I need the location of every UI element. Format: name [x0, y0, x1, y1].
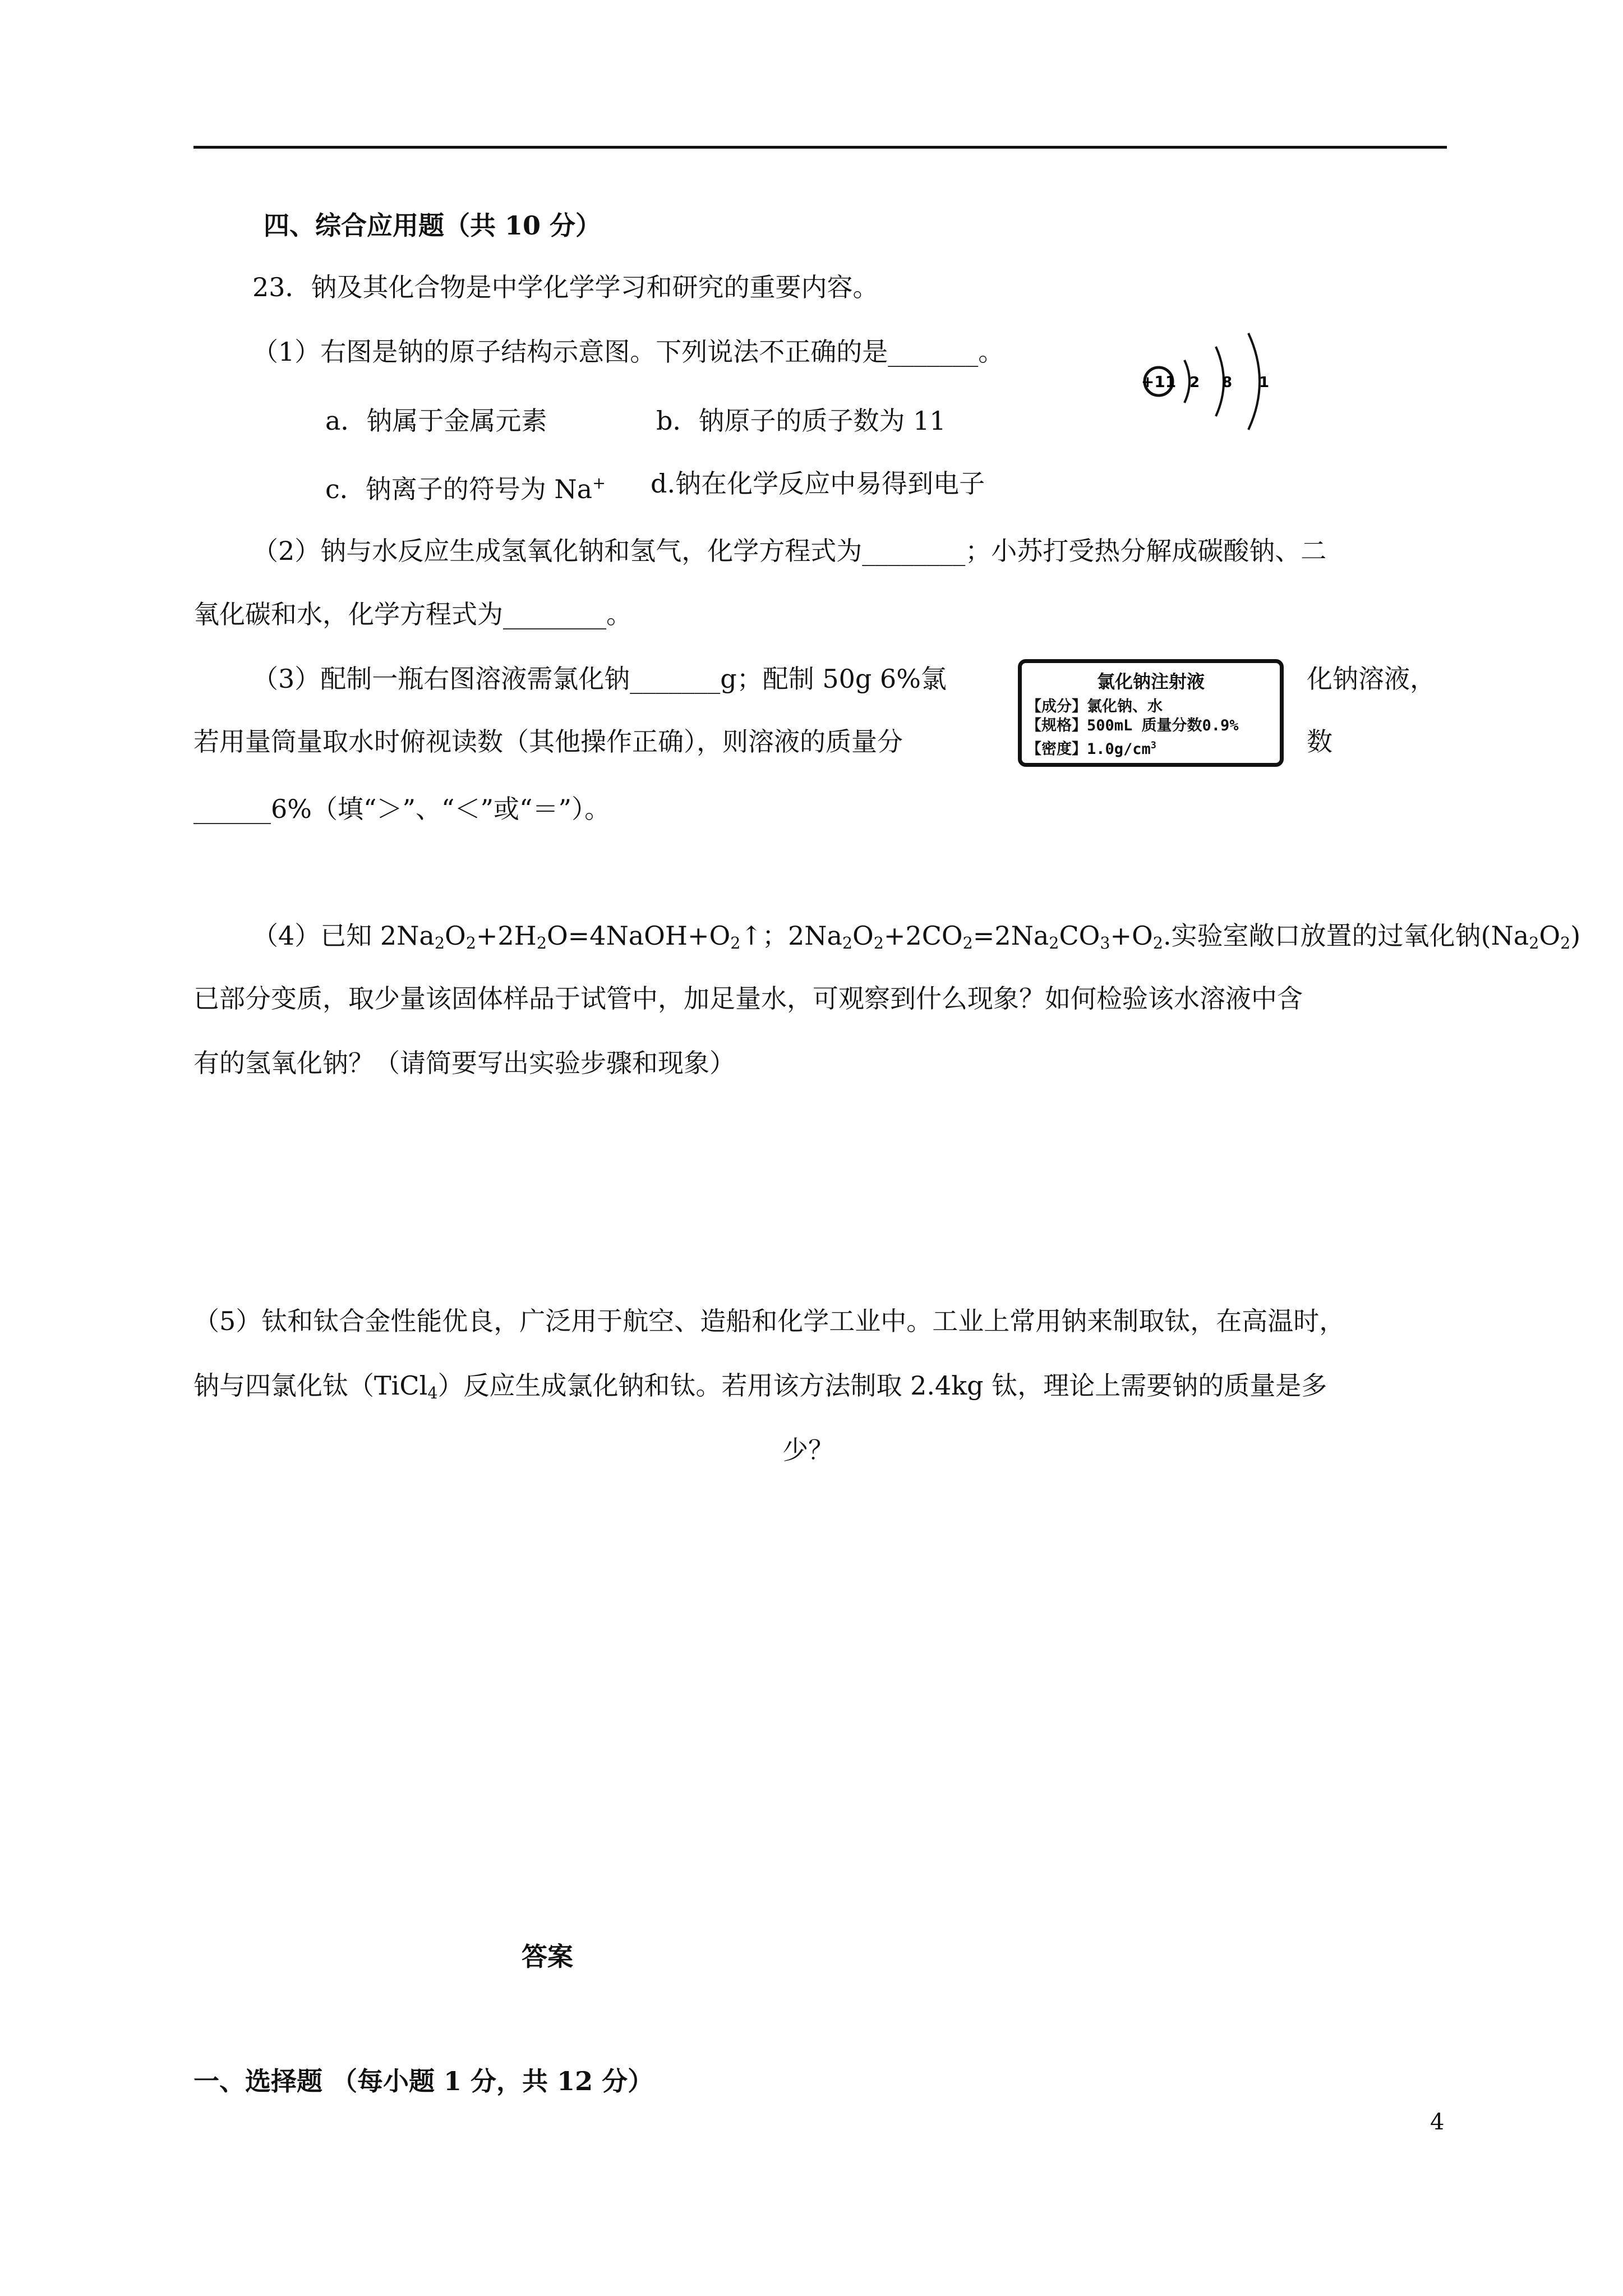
page-number: 4	[1430, 2109, 1445, 2135]
shell-3-electrons: 1	[1258, 374, 1270, 391]
q23-part5-line1: （5）钛和钛合金性能优良，广泛用于航空、造船和化学工业中。工业上常用钠来制取钛，在高温时，	[193, 1306, 1345, 1336]
q23-option-c: c．钠离子的符号为 Na+	[325, 474, 606, 505]
shell-2-electrons: 8	[1221, 374, 1233, 391]
q23-part2-line1: （2）钠与水反应生成氢氧化钠和氢气，化学方程式为________；小苏打受热分解成碳酸钠、二	[252, 536, 1327, 566]
q23-part3-line2-right: 数	[1307, 726, 1332, 757]
answers-heading: 答案	[522, 1941, 573, 1972]
question-23-stem: 23．钠及其化合物是中学化学学习和研究的重要内容。	[252, 272, 879, 302]
shell-1-arc	[1184, 360, 1189, 403]
sodium-atom-diagram	[1138, 325, 1273, 438]
nucleus-charge: +11	[1141, 372, 1177, 391]
saline-injection-label	[1018, 659, 1284, 767]
q23-part4-line2: 已部分变质，取少量该固体样品于试管中，加足量水，可观察到什么现象？如何检验该水溶液中含	[193, 983, 1303, 1014]
q23-option-a: a．钠属于金属元素	[325, 406, 547, 436]
q23-part1-stem: （1）右图是钠的原子结构示意图。下列说法不正确的是_______。	[252, 337, 1004, 367]
label-ingredients: 【成分】氯化钠、水	[1026, 698, 1163, 715]
q23-part3-line3: ______6%（填“＞”、“＜”或“＝”）。	[193, 794, 611, 824]
q23-option-b: b．钠原子的质子数为 11	[656, 406, 946, 436]
q23-part3-line1-right: 化钠溶液，	[1307, 664, 1436, 694]
section-4-title: 四、综合应用题（共 10 分）	[264, 210, 602, 241]
q23-part2-line2: 氧化碳和水，化学方程式为________。	[193, 599, 632, 629]
q23-part3-line1: （3）配制一瓶右图溶液需氯化钠_______g；配制 50g 6%氯	[252, 664, 947, 694]
shell-1-electrons: 2	[1189, 374, 1200, 391]
shell-3-arc	[1248, 333, 1260, 430]
q23-part5-line3: 少？	[782, 1435, 834, 1465]
header-rule	[193, 146, 1447, 149]
q23-part4-line3: 有的氢氧化钠？（请简要写出实验步骤和现象）	[193, 1048, 735, 1078]
q23-part4-line1: （4）已知 $2Na_2O_2+2H_2O=4NaOH+O_2↑$；$2Na_2O_2+2CO_2=2Na_2CO_3+O_2$.实验室敞口放置的过氧化钠$(Na_2O_2)$	[252, 921, 1581, 953]
q23-part5-line2: 钠与四氯化钛（TiCl$_4$）反应生成氯化钠和钛。若用该方法制取 2.4kg 钛，理论上需要钠的质量是多	[193, 1370, 1327, 1403]
label-title: 氯化钠注射液	[1096, 671, 1205, 692]
label-specification: 【规格】500mL 质量分数0.9%	[1026, 717, 1239, 734]
q23-part3-line2: 若用量筒量取水时俯视读数（其他操作正确），则溶液的质量分	[193, 726, 903, 757]
label-density: 【密度】$1.0g/cm^3$	[1026, 739, 1156, 758]
q23-option-d: d.钠在化学反应中易得到电子	[651, 468, 985, 499]
section-1-title: 一、选择题 （每小题 1 分，共 12 分）	[193, 2066, 654, 2096]
